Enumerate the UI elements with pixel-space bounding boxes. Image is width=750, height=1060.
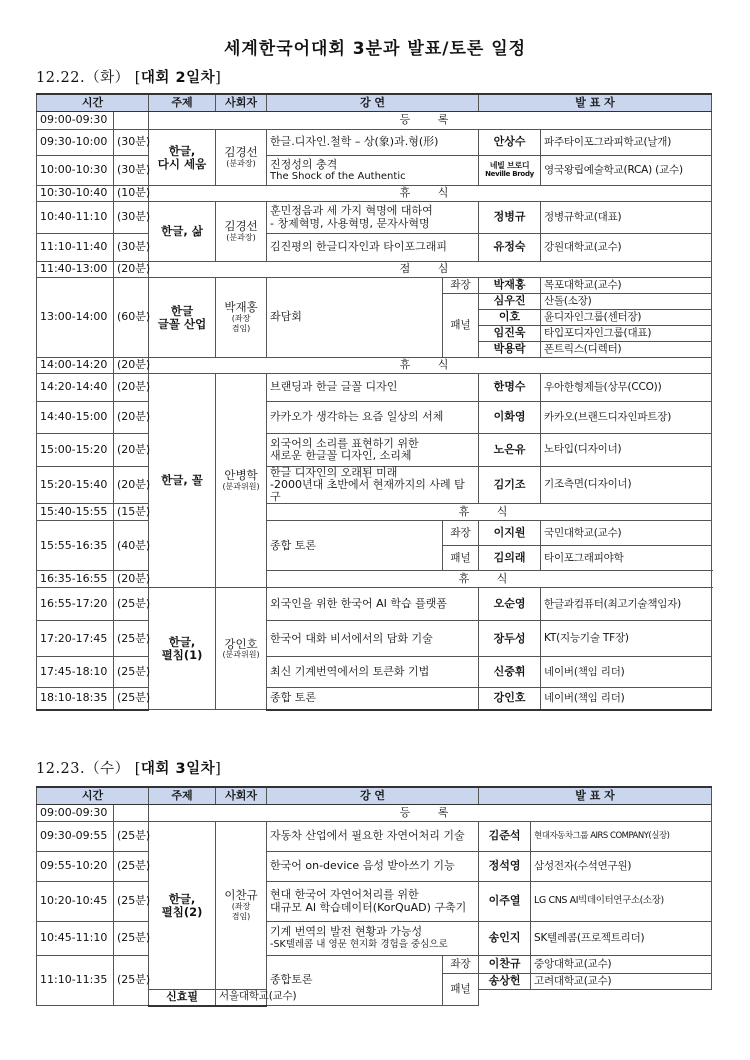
speaker-name-korean: 네빌 브로디 — [489, 161, 530, 171]
speaker-affiliation: 네이버(책임 리더) — [541, 688, 712, 710]
day2-date: 12.23.（수） — [36, 761, 130, 777]
speaker-name: 이주열 — [479, 882, 531, 922]
lecture-title: 브랜딩과 한글 글꼴 디자인 — [267, 374, 479, 402]
table-row — [37, 434, 712, 467]
topic-cell: 한글, 삶 — [149, 202, 216, 262]
duration-cell: (20분) — [114, 374, 149, 402]
table-row — [37, 202, 712, 234]
speaker-affiliation: 고려대학교(교수) — [531, 974, 712, 990]
day2-label: 대회 3일차 — [140, 761, 216, 777]
document-title: 세계한국어대회 3분과 발표/토론 일정 — [223, 39, 527, 59]
lecture-title: 종합 토론 — [267, 521, 443, 571]
duration-cell: (25분) — [114, 621, 149, 657]
speaker-affiliation: KT(지능기술 TF장) — [541, 621, 712, 657]
time-cell: 15:20-15:40 — [37, 467, 114, 504]
topic-line: 한글, — [168, 891, 196, 906]
topic-line: 펼침(2) — [161, 904, 203, 919]
table-row — [37, 657, 712, 688]
speaker-affiliation: 삼성전자(수석연구원) — [531, 852, 712, 882]
time-cell: 16:35-16:55 — [37, 571, 114, 588]
table-row — [37, 521, 712, 546]
lecture-title — [267, 922, 479, 956]
lecture-title: 자동차 산업에서 필요한 자연어처리 기술 — [267, 822, 479, 852]
lecture-title: 종합토론 — [267, 956, 443, 1006]
time-cell: 09:00-09:30 — [37, 805, 114, 822]
topic-line: 한글 — [170, 303, 194, 318]
duration-cell: (25분) — [114, 822, 149, 852]
lecture-line: 새로운 한글꼴 디자인, 소리체 — [270, 449, 412, 462]
table-row — [37, 805, 712, 822]
lecture-line: 대규모 AI 학습데이터(KorQuAD) 구축기 — [270, 900, 467, 914]
speaker-affiliation: 산돌(소장) — [541, 294, 712, 310]
speaker-affiliation: 파주타이포그라피학교(날개) — [541, 130, 712, 156]
chair-label: 좌장 — [443, 956, 479, 974]
table-row — [37, 278, 712, 294]
panel-label: 패널 — [443, 294, 479, 358]
panel-label: 패널 — [443, 974, 479, 1006]
time-cell: 09:55-10:20 — [37, 852, 114, 882]
lecture-line: -SK텔레콤 내 영문 현지화 경험을 중심으로 — [270, 939, 448, 951]
speaker-affiliation: 서울대학교(교수) — [216, 990, 267, 1006]
table-row — [37, 402, 712, 434]
lecture-title: 외국인을 위한 한국어 AI 학습 플랫폼 — [267, 588, 479, 621]
speaker-affiliation: 목포대학교(교수) — [541, 278, 712, 294]
duration-cell: (30분) — [114, 130, 149, 156]
moderator-role: (좌장 — [231, 902, 251, 912]
moderator-cell — [216, 130, 267, 186]
time-cell: 09:00-09:30 — [37, 112, 114, 130]
speaker-name: 김의래 — [479, 546, 541, 571]
lecture-title — [267, 202, 479, 234]
speaker-name: 한명수 — [479, 374, 541, 402]
speaker-name: 김기조 — [479, 467, 541, 504]
time-cell: 09:30-09:55 — [37, 822, 114, 852]
break-cell: 휴 식 — [149, 186, 712, 202]
lecture-line: 기계 번역의 발전 현황과 가능성 — [270, 925, 423, 939]
registration-cell: 등 록 — [149, 112, 712, 130]
moderator-role: 겸임) — [231, 911, 251, 921]
header-time: 시간 — [37, 94, 149, 112]
break-cell: 휴 식 — [267, 571, 712, 588]
speaker-affiliation: 영국왕립예술학교(RCA) (교수) — [541, 156, 712, 186]
lecture-line: 훈민정음과 세 가지 혁명에 대하여 — [270, 204, 433, 218]
table-row — [37, 852, 712, 882]
moderator-cell — [216, 588, 267, 710]
moderator-role: (분과위원) — [222, 650, 260, 660]
speaker-name-english: Neville Brody — [485, 170, 534, 179]
topic-cell — [149, 822, 216, 990]
time-cell: 10:45-11:10 — [37, 922, 114, 956]
time-cell: 09:30-10:00 — [37, 130, 114, 156]
speaker-name: 박재홍 — [479, 278, 541, 294]
speaker-affiliation: 중앙대학교(교수) — [531, 956, 712, 974]
time-cell: 17:20-17:45 — [37, 621, 114, 657]
lecture-line: 한글 디자인의 오래된 미래 — [270, 466, 398, 479]
topic-cell — [149, 278, 216, 358]
speaker-affiliation: LG CNS AI빅데이터연구소(소장) — [531, 882, 712, 922]
lecture-line: 진정성의 충격 — [270, 157, 338, 171]
registration-cell: 등 록 — [149, 805, 712, 822]
speaker-name: 정석영 — [479, 852, 531, 882]
speaker-affiliation: 현대자동차그룹 AIRS COMPANY(실장) — [531, 822, 712, 852]
speaker-name: 강인호 — [479, 688, 541, 710]
duration-cell: (20분) — [114, 358, 149, 374]
header-presenter: 발 표 자 — [479, 94, 712, 112]
lecture-line: - 창제혁명, 사용혁명, 문자사혁명 — [270, 216, 430, 230]
speaker-affiliation: 윤디자인그룹(센터장) — [541, 310, 712, 326]
duration-cell: (60분) — [114, 278, 149, 358]
table-row — [37, 621, 712, 657]
moderator-name: 박재홍 — [224, 300, 258, 315]
speaker-affiliation: 노타입(디자이너) — [541, 434, 712, 467]
time-cell: 11:40-13:00 — [37, 262, 114, 278]
table-row — [37, 882, 712, 922]
speaker-name: 이찬규 — [479, 956, 531, 974]
speaker-name: 송인지 — [479, 922, 531, 956]
lecture-title — [267, 156, 479, 186]
duration-cell: (20분) — [114, 434, 149, 467]
speaker-name: 이호 — [479, 310, 541, 326]
topic-line: 한글, — [168, 635, 196, 650]
lecture-title: 김진평의 한글디자인과 타이포그래피 — [267, 234, 479, 262]
speaker-name — [479, 156, 541, 186]
header-lecture: 강 연 — [267, 94, 479, 112]
duration-cell — [114, 805, 149, 822]
table-row — [37, 374, 712, 402]
header-lecture: 강 연 — [267, 787, 479, 805]
header-moderator: 사회자 — [216, 787, 267, 805]
table-row — [37, 234, 712, 262]
table-row — [37, 112, 712, 130]
speaker-affiliation: 폰트릭스(디렉터) — [541, 342, 712, 358]
table-row — [37, 956, 712, 974]
table-header-row — [37, 94, 712, 112]
time-cell: 10:30-10:40 — [37, 186, 114, 202]
table-row — [37, 588, 712, 621]
time-cell: 16:55-17:20 — [37, 588, 114, 621]
day1-date: 12.22.（화） — [36, 70, 130, 86]
speaker-name: 이화영 — [479, 402, 541, 434]
duration-cell: (20분) — [114, 571, 149, 588]
table-row — [37, 504, 712, 521]
duration-cell: (15분) — [114, 504, 149, 521]
speaker-name: 심우진 — [479, 294, 541, 310]
time-cell: 10:20-10:45 — [37, 882, 114, 922]
speaker-affiliation: 우아한형제들(상무(CCO)) — [541, 374, 712, 402]
speaker-name: 오순영 — [479, 588, 541, 621]
duration-cell: (25분) — [114, 588, 149, 621]
table-row — [37, 571, 712, 588]
time-cell: 11:10-11:40 — [37, 234, 114, 262]
chair-label: 좌장 — [443, 521, 479, 546]
topic-line: 한글, — [168, 143, 196, 158]
moderator-name: 안병학 — [224, 468, 258, 483]
lecture-title: 카카오가 생각하는 요즘 일상의 서체 — [267, 402, 479, 434]
table-row — [37, 922, 712, 956]
moderator-name: 이찬규 — [224, 888, 258, 903]
duration-cell: (25분) — [114, 688, 149, 710]
speaker-name: 신중휘 — [479, 657, 541, 688]
time-cell: 18:10-18:35 — [37, 688, 114, 710]
day2-heading: 12.23.（수） [대회 3일차] — [36, 761, 222, 777]
time-cell: 11:10-11:35 — [37, 956, 114, 1006]
speaker-affiliation: 정병규학교(대표) — [541, 202, 712, 234]
duration-cell: (25분) — [114, 882, 149, 922]
topic-line: 글꼴 산업 — [157, 316, 207, 331]
moderator-cell — [216, 278, 267, 358]
table-header-row — [37, 787, 712, 805]
speaker-affiliation: SK텔레콤(프로젝트리더) — [531, 922, 712, 956]
topic-cell — [149, 588, 216, 710]
moderator-cell — [216, 822, 267, 990]
duration-cell: (20분) — [114, 467, 149, 504]
day1-schedule-table — [36, 93, 712, 711]
speaker-name: 유정숙 — [479, 234, 541, 262]
day2-schedule-table — [36, 786, 712, 1007]
lecture-title: 종합 토론 — [267, 688, 479, 710]
time-cell: 14:20-14:40 — [37, 374, 114, 402]
duration-cell: (25분) — [114, 922, 149, 956]
moderator-cell — [216, 374, 267, 588]
header-topic: 주제 — [149, 94, 216, 112]
duration-cell: (25분) — [114, 657, 149, 688]
header-time: 시간 — [37, 787, 149, 805]
day1-label: 대회 2일차 — [140, 70, 216, 86]
speaker-name: 장두성 — [479, 621, 541, 657]
table-row — [37, 358, 712, 374]
speaker-name: 박용락 — [479, 342, 541, 358]
speaker-name: 김준석 — [479, 822, 531, 852]
duration-cell: (30분) — [114, 202, 149, 234]
topic-cell: 한글, 꼴 — [149, 374, 216, 588]
time-cell: 10:40-11:10 — [37, 202, 114, 234]
duration-cell: (20분) — [114, 402, 149, 434]
speaker-affiliation: 카카오(브랜드디자인파트장) — [541, 402, 712, 434]
moderator-name: 강인호 — [224, 636, 258, 651]
speaker-name: 신효필 — [149, 990, 216, 1006]
speaker-affiliation: 네이버(책임 리더) — [541, 657, 712, 688]
speaker-name: 안상수 — [479, 130, 541, 156]
moderator-name: 김경선 — [224, 145, 258, 160]
table-row — [37, 467, 712, 504]
time-cell: 15:40-15:55 — [37, 504, 114, 521]
speaker-name: 임진욱 — [479, 326, 541, 342]
lunch-cell: 점 심 — [149, 262, 712, 278]
time-cell: 13:00-14:00 — [37, 278, 114, 358]
duration-cell: (40분) — [114, 521, 149, 571]
header-topic: 주제 — [149, 787, 216, 805]
topic-line: 다시 세움 — [157, 156, 207, 171]
table-row — [37, 262, 712, 278]
time-cell: 15:00-15:20 — [37, 434, 114, 467]
speaker-affiliation: 타입포디자인그룹(대표) — [541, 326, 712, 342]
duration-cell: (30분) — [114, 234, 149, 262]
lecture-title — [267, 467, 479, 504]
header-moderator: 사회자 — [216, 94, 267, 112]
lecture-title: 한글.디자인.철학 – 상(象)과.형(形) — [267, 130, 479, 156]
speaker-name: 노은유 — [479, 434, 541, 467]
time-cell: 14:00-14:20 — [37, 358, 114, 374]
moderator-cell — [216, 202, 267, 262]
lecture-title: 좌담회 — [267, 278, 443, 358]
duration-cell: (30분) — [114, 156, 149, 186]
moderator-role: 겸임) — [231, 323, 251, 333]
duration-cell — [114, 112, 149, 130]
moderator-role: (분과장) — [226, 232, 256, 242]
panel-label: 패널 — [443, 546, 479, 571]
table-row — [37, 688, 712, 710]
topic-line: 펼침(1) — [161, 647, 203, 662]
topic-cell — [149, 130, 216, 186]
moderator-role: (분과장) — [226, 158, 256, 168]
speaker-name: 송상헌 — [479, 974, 531, 990]
speaker-affiliation: 기조측면(디자이너) — [541, 467, 712, 504]
speaker-affiliation: 국민대학교(교수) — [541, 521, 712, 546]
duration-cell: (25분) — [114, 852, 149, 882]
moderator-role: (좌장 — [231, 314, 251, 324]
duration-cell: (25분) — [114, 956, 149, 1006]
duration-cell: (20분) — [114, 262, 149, 278]
time-cell: 17:45-18:10 — [37, 657, 114, 688]
lecture-line: 현대 한국어 자연어처리를 위한 — [270, 888, 419, 902]
moderator-name: 김경선 — [224, 219, 258, 234]
break-cell: 휴 식 — [149, 358, 712, 374]
time-cell: 10:00-10:30 — [37, 156, 114, 186]
lecture-line: 외국어의 소리를 표현하기 위한 — [270, 436, 419, 450]
duration-cell: (10분) — [114, 186, 149, 202]
speaker-affiliation: 한글과컴퓨터(최고기술책임자) — [541, 588, 712, 621]
lecture-subline: The Shock of the Authentic — [270, 171, 406, 183]
lecture-title: 한국어 on-device 음성 받아쓰기 기능 — [267, 852, 479, 882]
table-row — [37, 822, 712, 852]
lecture-title — [267, 434, 479, 467]
speaker-affiliation: 타이포그래피야학 — [541, 546, 712, 571]
header-presenter: 발 표 자 — [479, 787, 712, 805]
lecture-title: 최신 기계번역에서의 토큰화 기법 — [267, 657, 479, 688]
break-cell: 휴 식 — [267, 504, 712, 521]
speaker-affiliation: 강원대학교(교수) — [541, 234, 712, 262]
table-row — [37, 186, 712, 202]
lecture-line: -2000년대 초반에서 현재까지의 사례 탐구 — [270, 478, 465, 504]
speaker-name: 이지원 — [479, 521, 541, 546]
time-cell: 14:40-15:00 — [37, 402, 114, 434]
moderator-role: (분과위원) — [222, 482, 260, 492]
speaker-name: 정병규 — [479, 202, 541, 234]
table-row — [37, 130, 712, 156]
lecture-title: 한국어 대화 비서에서의 담화 기술 — [267, 621, 479, 657]
day1-heading: 12.22.（화） [대회 2일차] — [36, 70, 222, 86]
table-row — [37, 156, 712, 186]
chair-label: 좌장 — [443, 278, 479, 294]
time-cell: 15:55-16:35 — [37, 521, 114, 571]
lecture-title — [267, 882, 479, 922]
